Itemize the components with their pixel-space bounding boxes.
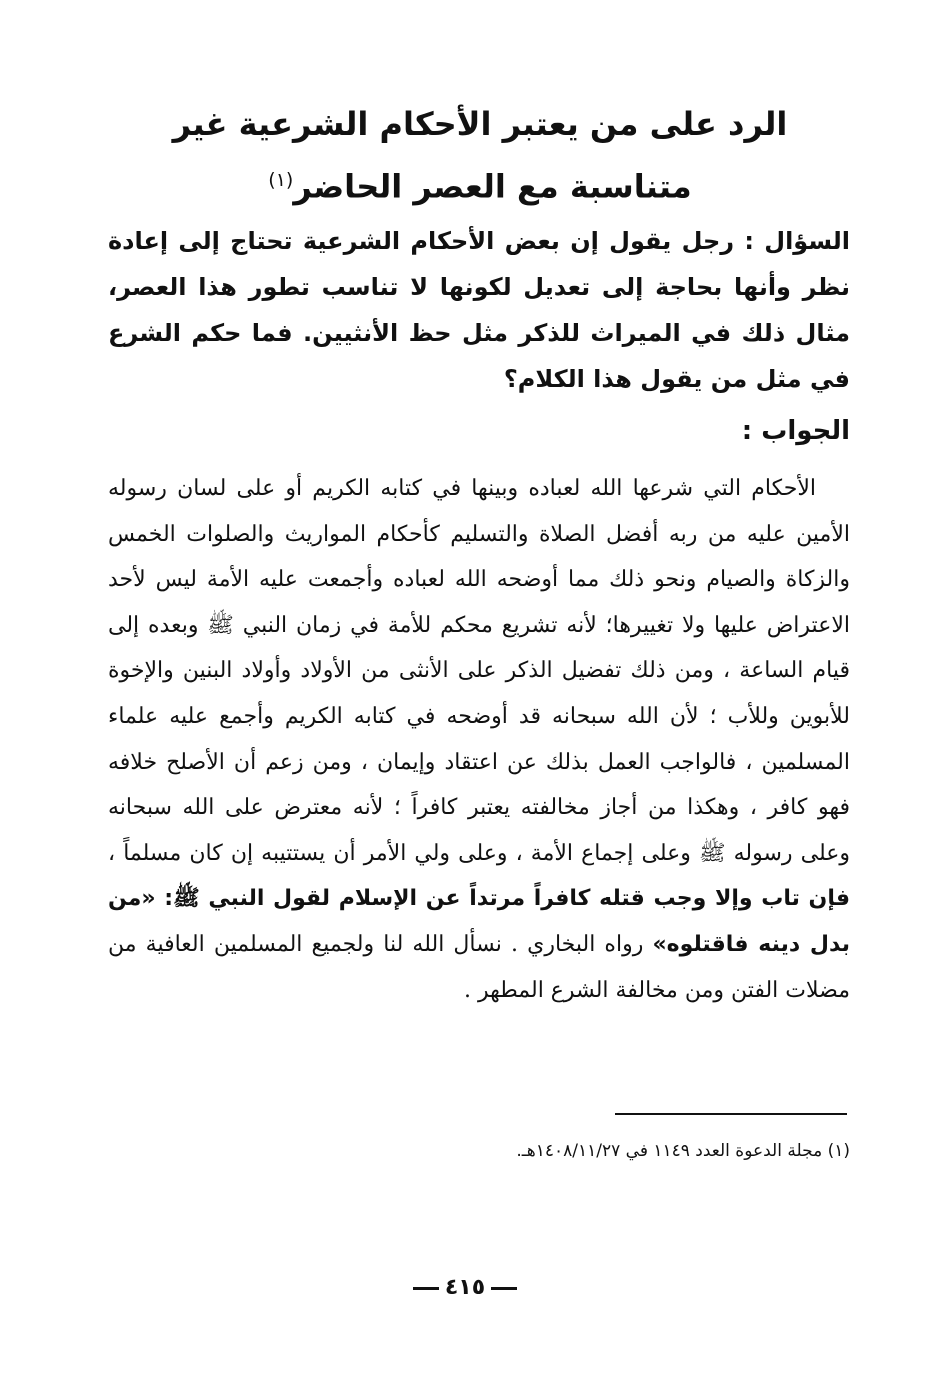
question-paragraph [108,218,850,402]
page-number-value: ٤١٥ [444,1275,486,1300]
page-title-line-2 [110,152,850,215]
answer-text-end: رواه البخاري . نسأل الله لنا ولجميع المسلمين العافية من مضلات الفتن ومن مخالفة الشرع المطهر . [108,931,850,1003]
page-number [380,1268,550,1308]
answer-text-main: الأحكام التي شرعها الله لعباده وبينها في كتابه الكريم أو على لسان رسوله الأمين عليه من ربه أفضل الصلاة والتسليم كأحكام المواريث والصلوات الخمس والزكاة والصيام ونحو ذلك مما أوضحه الله لعباده وأجمعت عليه الأمة ليس لأحد الاعتراض عليها ولا تغييرها؛ لأنه تشريع محكم للأمة في زمان النبي ﷺ وبعده إلى قيام الساعة ، ومن ذلك تفضيل الذكر على الأنثى من الأولاد وأولاد البنين والإخوة للأبوين وللأب ؛ لأن الله سبحانه قد أوضحه في كتابه الكريم وأجمع عليه علماء المسلمين ، فالواجب العمل بذلك عن اعتقاد وإيمان ، ومن زعم أن الأصلح خلافه فهو كافر ، وهكذا من أجاز مخالفته يعتبر كافراً ؛ لأنه معترض على الله سبحانه وعلى رسوله ﷺ وعلى إجماع الأمة ، وعلى ولي الأمر أن يستتيبه إن كان مسلماً ، [108,476,850,866]
page-number-dash-right [491,1287,517,1290]
question-text: رجل يقول إن بعض الأحكام الشرعية تحتاج إلى إعادة نظر وأنها بحاجة إلى تعديل لكونها لا تناسب تطور هذا العصر، مثال ذلك في الميراث للذكر مثل حظ الأنثيين. فما حكم الشرع في مثل من يقول هذا الكلام؟ [108,227,850,393]
answer-label: الجواب : [741,416,850,446]
answer-paragraph [108,466,850,1013]
page-number-dash-left [413,1287,439,1290]
page-title-text: متناسبة مع العصر الحاضر [293,167,692,206]
footnote-divider [615,1113,847,1115]
footnote-reference[interactable]: (١) [268,169,294,191]
question-label: السؤال : [744,227,851,255]
page-title-line-1: الرد على من يعتبر الأحكام الشرعية غير [172,105,788,143]
footnote: (١) مجلة الدعوة العدد ١١٤٩ في ١٤٠٨/١١/٢٧هـ. [516,1141,850,1161]
answer-text-bold: فإن تاب وإلا وجب قتله كافراً مرتداً عن الإسلام لقول النبي ﷺ: «من بدل دينه فاقتلوه» [108,886,850,957]
